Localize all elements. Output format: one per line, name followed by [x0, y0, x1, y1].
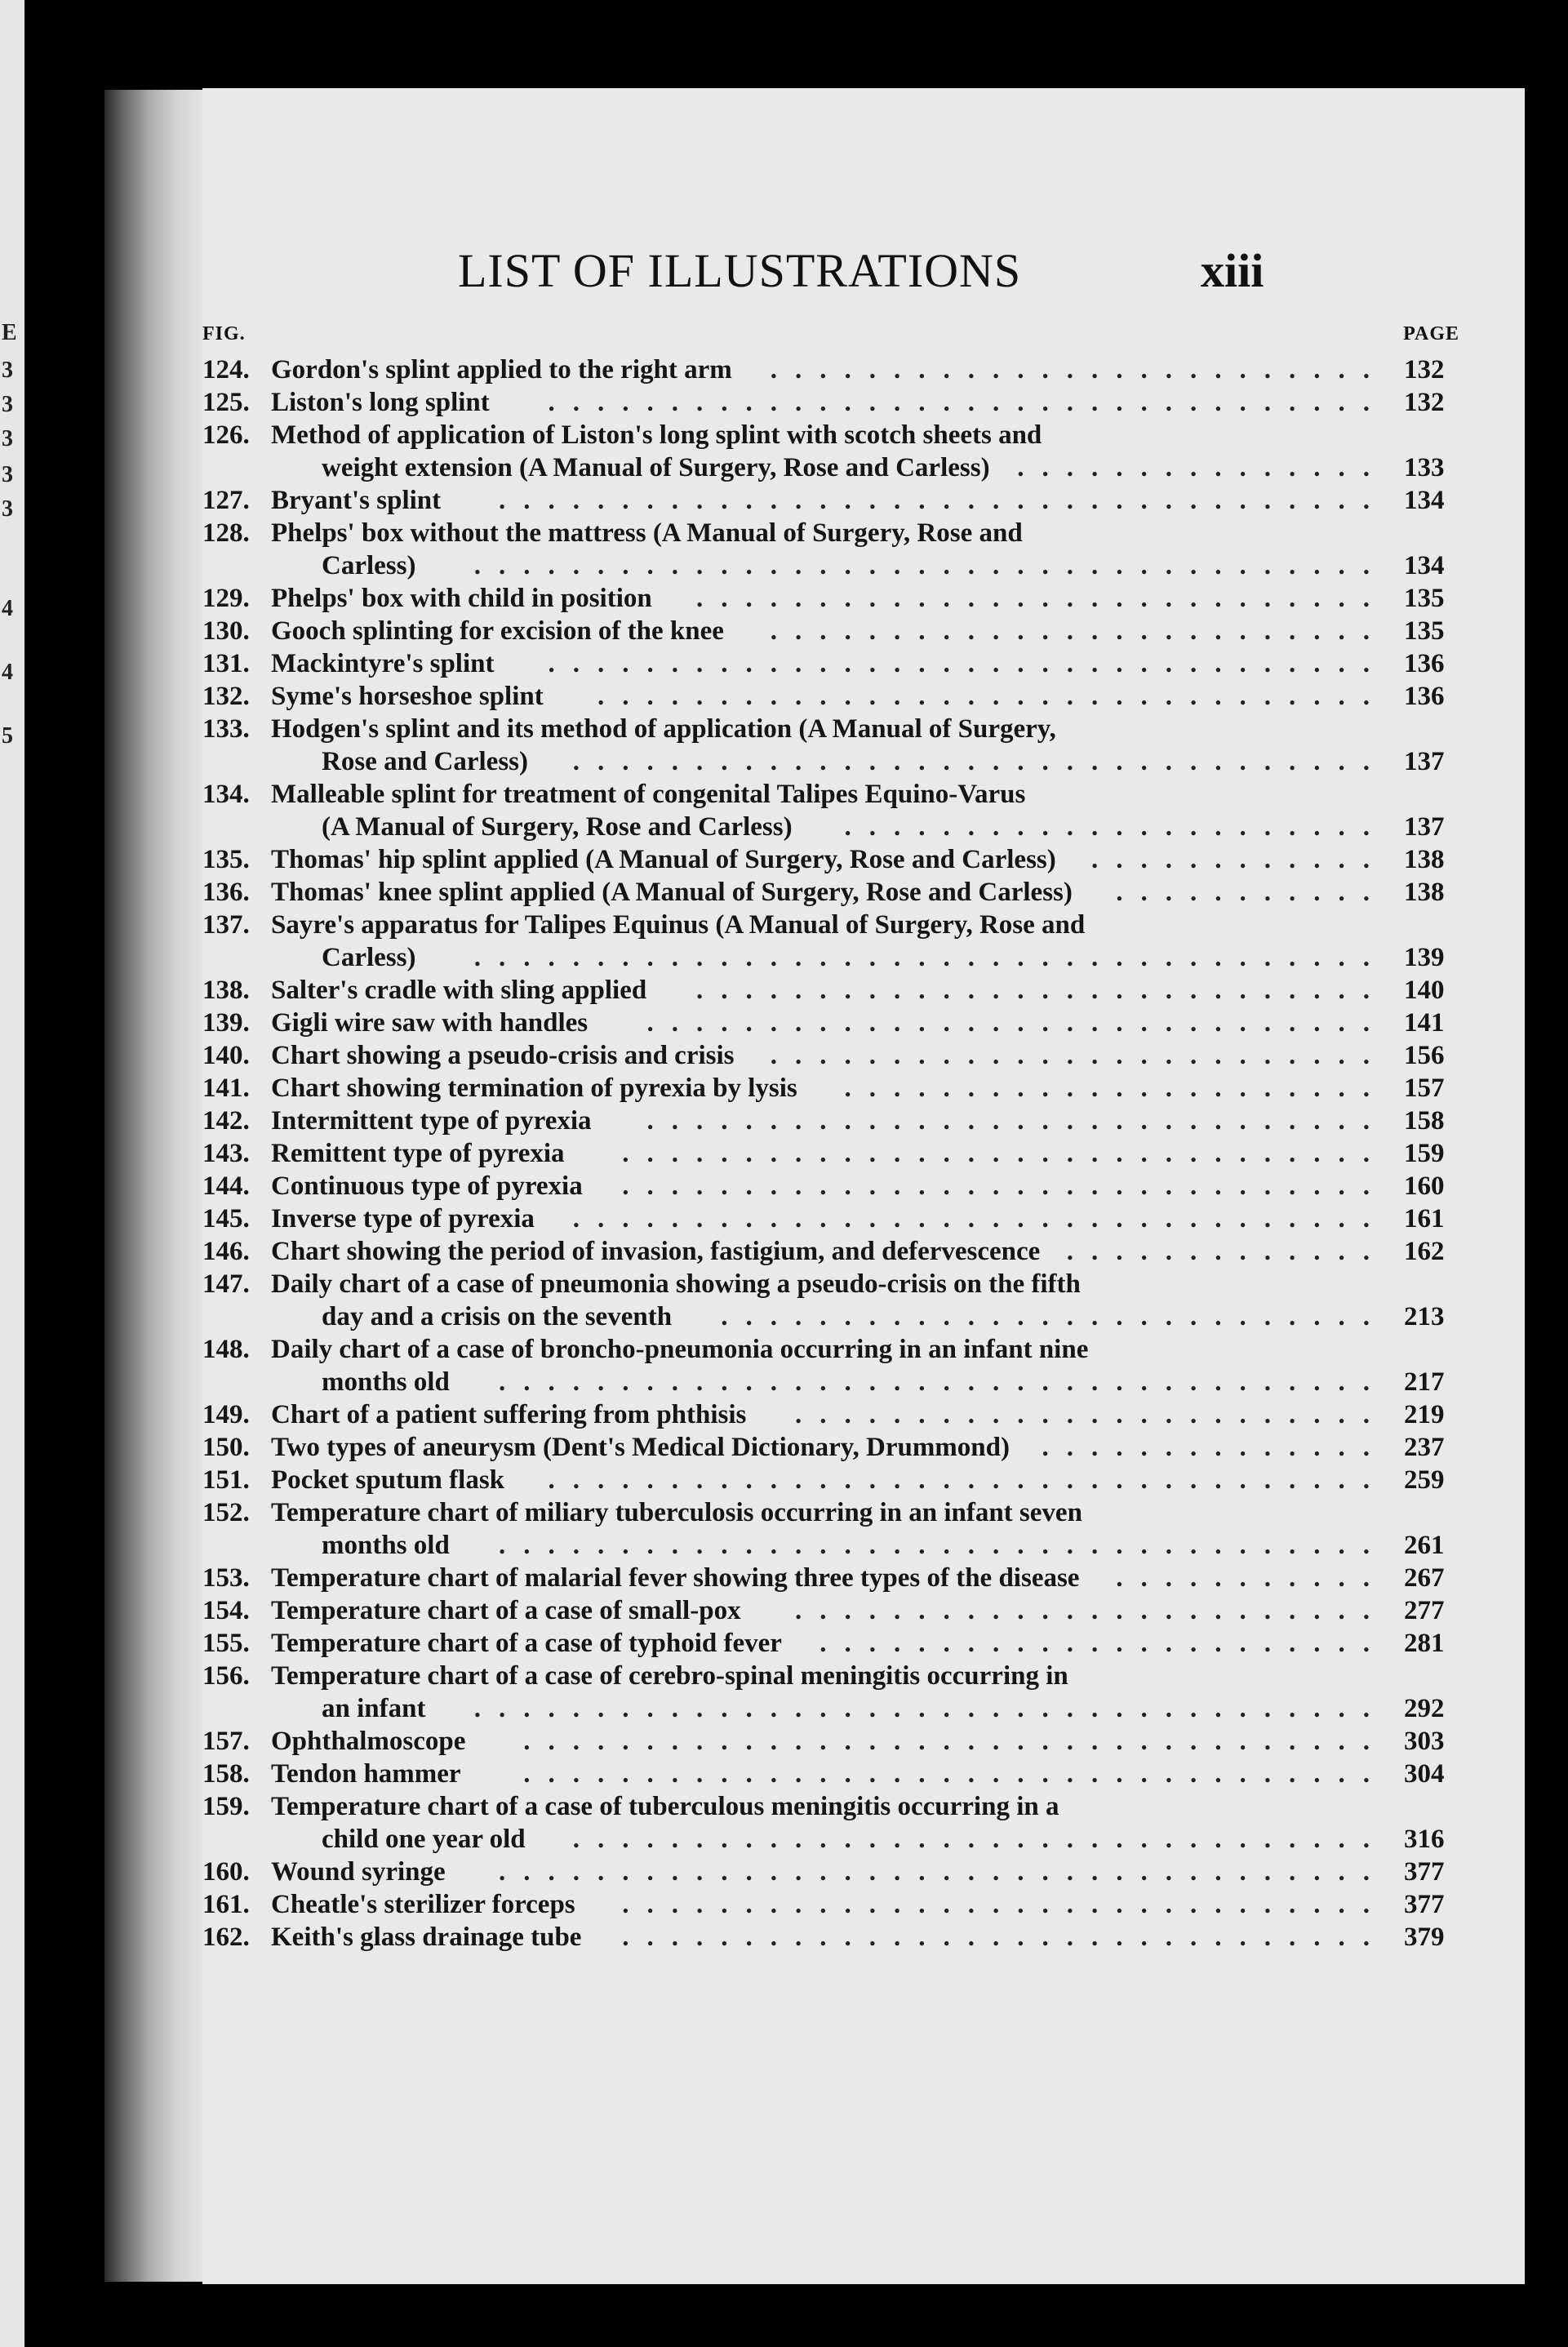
- page-reference: 157: [1404, 1073, 1445, 1103]
- list-item: [202, 1137, 1525, 1170]
- illustration-caption: Phelps' box without the mattress (A Manual of Surgery, Rose and: [271, 518, 1023, 548]
- illustration-caption: Chart of a patient suffering from phthisis: [271, 1400, 747, 1429]
- previous-page-glyph: 3: [2, 462, 13, 487]
- figure-number: 159.: [202, 1792, 250, 1821]
- figure-number: 138.: [202, 976, 250, 1005]
- leader-dots: ....................................: [499, 1531, 1388, 1560]
- page-reference: 213: [1404, 1302, 1445, 1331]
- page-reference: 137: [1404, 747, 1445, 776]
- illustration-caption: Ophthalmoscope: [271, 1727, 466, 1756]
- page-reference: 277: [1404, 1596, 1445, 1625]
- figure-number: 147.: [202, 1269, 250, 1299]
- page-number: xiii: [1201, 244, 1264, 297]
- illustration-caption: day and a crisis on the seventh: [322, 1302, 673, 1331]
- figure-number: 139.: [202, 1008, 250, 1038]
- illustration-caption: Thomas' knee splint applied (A Manual of Surgery, Rose and Carless): [271, 878, 1073, 907]
- leader-dots: ......................: [844, 812, 1388, 842]
- previous-page-glyph: 4: [2, 596, 13, 621]
- illustration-caption: Syme's horseshoe splint: [271, 682, 544, 711]
- leader-dots: ..............................: [646, 1008, 1388, 1038]
- illustration-caption: Inverse type of pyrexia: [271, 1204, 535, 1234]
- figure-number: 151.: [202, 1465, 250, 1495]
- list-item: [202, 386, 1525, 419]
- previous-page-glyph: 4: [2, 660, 13, 685]
- leader-dots: ............................: [696, 976, 1388, 1005]
- illustration-caption: Gooch splinting for excision of the knee: [271, 616, 724, 646]
- list-item: [202, 1627, 1525, 1660]
- illustration-caption: Daily chart of a case of broncho-pneumonia occurring in an infant nine: [271, 1335, 1089, 1364]
- previous-page-glyph: 3: [2, 392, 13, 417]
- leader-dots: .....................................: [473, 1694, 1388, 1723]
- illustration-caption: Liston's long splint: [271, 388, 490, 417]
- list-item: [202, 778, 1525, 843]
- figure-number: 160.: [202, 1857, 250, 1887]
- leader-dots: ...........: [1116, 1563, 1388, 1593]
- list-item: [202, 1072, 1525, 1105]
- figure-number: 161.: [202, 1890, 250, 1919]
- page-reference: 137: [1404, 812, 1445, 842]
- list-item: [202, 1660, 1525, 1725]
- previous-page-glyph: 3: [2, 358, 13, 383]
- leader-dots: .........................: [770, 616, 1388, 646]
- leader-dots: ...........: [1116, 878, 1388, 907]
- figure-number: 152.: [202, 1498, 250, 1527]
- illustration-caption: Mackintyre's splint: [271, 649, 495, 678]
- illustration-caption: Carless): [322, 943, 416, 972]
- illustration-caption: Keith's glass drainage tube: [271, 1922, 582, 1952]
- leader-dots: ...............: [1017, 453, 1388, 482]
- illustration-caption: Gordon's splint applied to the right arm: [271, 355, 732, 384]
- figure-number: 132.: [202, 682, 250, 711]
- list-item: [202, 647, 1525, 680]
- illustration-caption: Malleable splint for treatment of congenital Talipes Equino-Varus: [271, 780, 1026, 809]
- page-column-header: PAGE: [1403, 323, 1459, 344]
- page-reference: 136: [1404, 682, 1445, 711]
- list-item: [202, 1464, 1525, 1496]
- illustration-caption: child one year old: [322, 1825, 526, 1854]
- illustration-caption: months old: [322, 1367, 450, 1397]
- list-item: [202, 1007, 1525, 1039]
- page-reference: 140: [1404, 976, 1445, 1005]
- list-item: [202, 1105, 1525, 1137]
- figure-number: 145.: [202, 1204, 250, 1234]
- figure-number: 128.: [202, 518, 250, 548]
- page-reference: 217: [1404, 1367, 1445, 1397]
- page-reference: 134: [1404, 551, 1445, 580]
- illustration-caption: Gigli wire saw with handles: [271, 1008, 589, 1038]
- figure-number: 127.: [202, 486, 250, 515]
- page-title: LIST OF ILLUSTRATIONS: [458, 244, 1022, 297]
- page-reference: 259: [1404, 1465, 1445, 1495]
- page-reference: 237: [1404, 1433, 1445, 1462]
- figure-number: 148.: [202, 1335, 250, 1364]
- leader-dots: ....................................: [499, 1367, 1388, 1397]
- figure-number: 162.: [202, 1922, 250, 1952]
- leader-dots: .........................: [770, 1041, 1388, 1070]
- page-reference: 159: [1404, 1139, 1445, 1168]
- previous-page-glyph: 5: [2, 723, 13, 749]
- figure-number: 140.: [202, 1041, 250, 1070]
- illustration-caption: Chart showing the period of invasion, fastigium, and defervescence: [271, 1237, 1041, 1266]
- illustration-caption: Carless): [322, 551, 416, 580]
- page-reference: 141: [1404, 1008, 1445, 1038]
- illustration-caption: Temperature chart of a case of small-pox: [271, 1596, 741, 1625]
- previous-page-edge: [0, 0, 24, 2347]
- illustration-caption: Rose and Carless): [322, 747, 528, 776]
- figure-number: 136.: [202, 878, 250, 907]
- illustration-caption: Temperature chart of malarial fever showing three types of the disease: [271, 1563, 1080, 1593]
- previous-page-glyph: E: [2, 320, 17, 345]
- page-reference: 303: [1404, 1727, 1445, 1756]
- illustration-caption: an infant: [322, 1694, 426, 1723]
- leader-dots: ...............................: [622, 1890, 1388, 1919]
- page-reference: 136: [1404, 649, 1445, 678]
- figure-number: 150.: [202, 1433, 250, 1462]
- page-reference: 156: [1404, 1041, 1445, 1070]
- leader-dots: ..................................: [548, 388, 1388, 417]
- figure-number: 129.: [202, 584, 250, 613]
- page-reference: 281: [1404, 1629, 1445, 1658]
- leader-dots: ......................: [844, 1073, 1388, 1103]
- figure-number: 130.: [202, 616, 250, 646]
- leader-dots: ...........................: [721, 1302, 1388, 1331]
- figure-number: 133.: [202, 714, 250, 744]
- illustrations-list: [202, 353, 1525, 1954]
- list-item: [202, 1921, 1525, 1954]
- list-item: [202, 1268, 1525, 1333]
- illustration-caption: Pocket sputum flask: [271, 1465, 505, 1495]
- page-reference: 162: [1404, 1237, 1445, 1266]
- leader-dots: .....................................: [473, 551, 1388, 580]
- leader-dots: ...................................: [523, 1727, 1388, 1756]
- page-reference: 161: [1404, 1204, 1445, 1234]
- figure-number: 157.: [202, 1727, 250, 1756]
- leader-dots: ............: [1091, 845, 1388, 874]
- fig-column-header: FIG.: [202, 323, 246, 344]
- list-item: [202, 1888, 1525, 1921]
- leader-dots: ..................................: [548, 649, 1388, 678]
- illustration-caption: Daily chart of a case of pneumonia showing a pseudo-crisis on the fifth: [271, 1269, 1081, 1299]
- page-reference: 158: [1404, 1106, 1445, 1136]
- illustration-caption: Phelps' box with child in position: [271, 584, 652, 613]
- page-reference: 138: [1404, 845, 1445, 874]
- leader-dots: ....................................: [499, 1857, 1388, 1887]
- leader-dots: .........................: [770, 355, 1388, 384]
- illustration-caption: Intermittent type of pyrexia: [271, 1106, 592, 1136]
- figure-number: 155.: [202, 1629, 250, 1658]
- illustration-caption: Chart showing termination of pyrexia by lysis: [271, 1073, 797, 1103]
- illustration-caption: (A Manual of Surgery, Rose and Carless): [322, 812, 793, 842]
- list-item: [202, 1398, 1525, 1431]
- figure-number: 134.: [202, 780, 250, 809]
- list-item: [202, 1235, 1525, 1268]
- page-reference: 139: [1404, 943, 1445, 972]
- previous-page-glyph: 3: [2, 496, 13, 522]
- list-item: [202, 713, 1525, 778]
- list-item: [202, 1725, 1525, 1758]
- leader-dots: .................................: [572, 1204, 1388, 1234]
- list-item: [202, 1202, 1525, 1235]
- page-reference: 135: [1404, 584, 1445, 613]
- figure-number: 126.: [202, 420, 250, 450]
- leader-dots: .....................................: [473, 943, 1388, 972]
- illustration-caption: Salter's cradle with sling applied: [271, 976, 647, 1005]
- list-item: [202, 1594, 1525, 1627]
- leader-dots: ..................................: [548, 1465, 1388, 1495]
- list-item: [202, 1758, 1525, 1790]
- list-item: [202, 974, 1525, 1007]
- leader-dots: ....................................: [499, 486, 1388, 515]
- page-reference: 377: [1404, 1890, 1445, 1919]
- figure-number: 142.: [202, 1106, 250, 1136]
- figure-number: 158.: [202, 1759, 250, 1789]
- illustration-caption: weight extension (A Manual of Surgery, Rose and Carless): [322, 453, 990, 482]
- page-reference: 133: [1404, 453, 1445, 482]
- leader-dots: .................................: [572, 1825, 1388, 1854]
- figure-number: 149.: [202, 1400, 250, 1429]
- illustration-caption: Temperature chart of a case of tuberculous meningitis occurring in a: [271, 1792, 1059, 1821]
- list-item: [202, 615, 1525, 647]
- list-item: [202, 1856, 1525, 1888]
- illustration-caption: Remittent type of pyrexia: [271, 1139, 565, 1168]
- page-reference: 304: [1404, 1759, 1445, 1789]
- illustration-caption: Cheatle's sterilizer forceps: [271, 1890, 575, 1919]
- page-reference: 132: [1404, 388, 1445, 417]
- list-item: [202, 1170, 1525, 1202]
- illustration-caption: Method of application of Liston's long splint with scotch sheets and: [271, 420, 1042, 450]
- leader-dots: ...................................: [523, 1759, 1388, 1789]
- previous-page-glyph: 3: [2, 426, 13, 451]
- illustration-caption: months old: [322, 1531, 450, 1560]
- book-gutter: [104, 90, 202, 2282]
- page-reference: 132: [1404, 355, 1445, 384]
- list-item: [202, 353, 1525, 386]
- list-item: [202, 1333, 1525, 1398]
- figure-number: 124.: [202, 355, 250, 384]
- leader-dots: ............................: [696, 584, 1388, 613]
- list-item: [202, 680, 1525, 713]
- illustration-caption: Sayre's apparatus for Talipes Equinus (A Manual of Surgery, Rose and: [271, 910, 1086, 940]
- figure-number: 154.: [202, 1596, 250, 1625]
- page-reference: 292: [1404, 1694, 1445, 1723]
- list-item: [202, 909, 1525, 974]
- leader-dots: ................................: [597, 682, 1388, 711]
- figure-number: 135.: [202, 845, 250, 874]
- illustration-caption: Thomas' hip splint applied (A Manual of Surgery, Rose and Carless): [271, 845, 1056, 874]
- illustration-caption: Chart showing a pseudo-crisis and crisis: [271, 1041, 735, 1070]
- illustration-caption: Wound syringe: [271, 1857, 446, 1887]
- figure-number: 146.: [202, 1237, 250, 1266]
- list-item: [202, 1562, 1525, 1594]
- page-reference: 377: [1404, 1857, 1445, 1887]
- figure-number: 144.: [202, 1171, 250, 1201]
- figure-number: 141.: [202, 1073, 250, 1103]
- illustration-caption: Temperature chart of a case of typhoid fever: [271, 1629, 782, 1658]
- list-item: [202, 1496, 1525, 1562]
- leader-dots: ...............................: [622, 1171, 1388, 1201]
- list-item: [202, 843, 1525, 876]
- illustration-caption: Two types of aneurysm (Dent's Medical Dictionary, Drummond): [271, 1433, 1010, 1462]
- illustration-caption: Temperature chart of a case of cerebro-spinal meningitis occurring in: [271, 1661, 1068, 1691]
- list-item: [202, 517, 1525, 582]
- figure-number: 131.: [202, 649, 250, 678]
- leader-dots: ........................: [795, 1400, 1388, 1429]
- leader-dots: ..............: [1042, 1433, 1388, 1462]
- page-reference: 267: [1404, 1563, 1445, 1593]
- leader-dots: ........................: [795, 1596, 1388, 1625]
- leader-dots: .................................: [572, 747, 1388, 776]
- book-page: [202, 88, 1525, 2284]
- leader-dots: ..............................: [646, 1106, 1388, 1136]
- figure-number: 143.: [202, 1139, 250, 1168]
- list-item: [202, 876, 1525, 909]
- leader-dots: ...............................: [622, 1139, 1388, 1168]
- figure-number: 153.: [202, 1563, 250, 1593]
- list-item: [202, 1039, 1525, 1072]
- page-reference: 316: [1404, 1825, 1445, 1854]
- leader-dots: ...............................: [622, 1922, 1388, 1952]
- page-reference: 379: [1404, 1922, 1445, 1952]
- list-item: [202, 419, 1525, 484]
- list-item: [202, 582, 1525, 615]
- illustration-caption: Continuous type of pyrexia: [271, 1171, 583, 1201]
- page-header: [202, 235, 1525, 317]
- leader-dots: .......................: [820, 1629, 1388, 1658]
- illustration-caption: Hodgen's splint and its method of application (A Manual of Surgery,: [271, 714, 1056, 744]
- list-item: [202, 1431, 1525, 1464]
- figure-number: 137.: [202, 910, 250, 940]
- page-reference: 219: [1404, 1400, 1445, 1429]
- page-reference: 160: [1404, 1171, 1445, 1201]
- illustration-caption: Temperature chart of miliary tuberculosis occurring in an infant seven: [271, 1498, 1082, 1527]
- page-reference: 261: [1404, 1531, 1445, 1560]
- page-reference: 134: [1404, 486, 1445, 515]
- illustration-caption: Tendon hammer: [271, 1759, 461, 1789]
- page-reference: 138: [1404, 878, 1445, 907]
- list-item: [202, 484, 1525, 517]
- page-reference: 135: [1404, 616, 1445, 646]
- figure-number: 156.: [202, 1661, 250, 1691]
- list-item: [202, 1790, 1525, 1856]
- figure-number: 125.: [202, 388, 250, 417]
- illustration-caption: Bryant's splint: [271, 486, 442, 515]
- leader-dots: .............: [1066, 1237, 1388, 1266]
